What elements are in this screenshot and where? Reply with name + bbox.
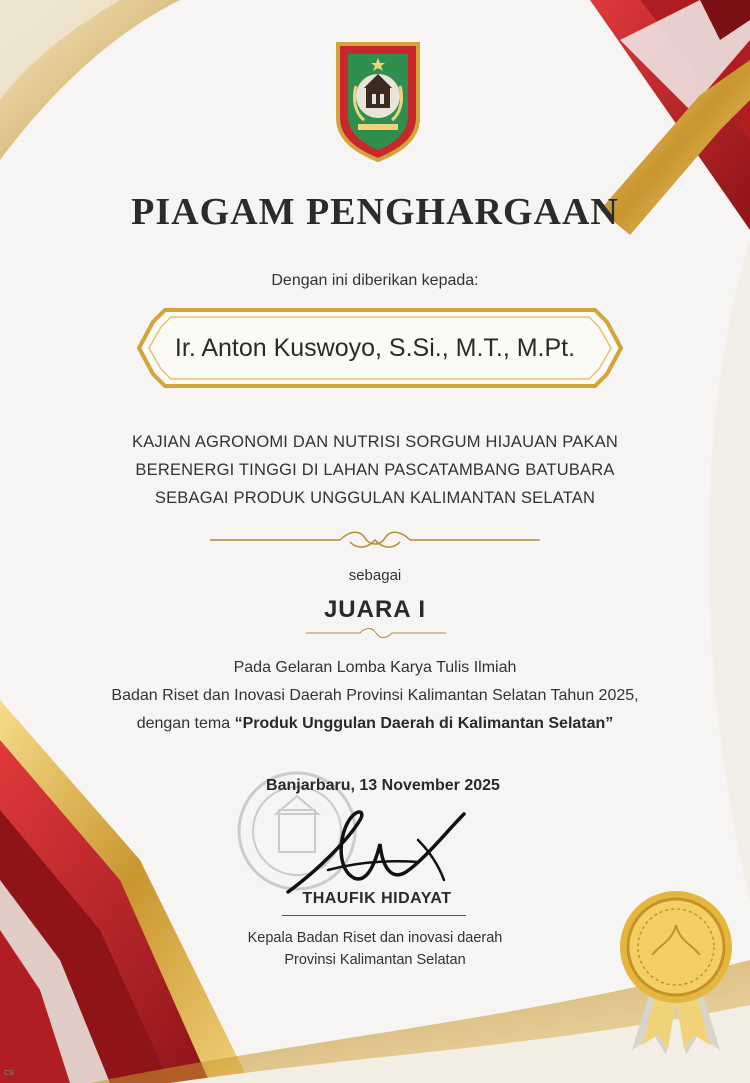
work-title [0,428,750,512]
certificate-title: PIAGAM PENGHARGAAN [131,191,619,233]
signature-underline [282,915,466,916]
recipient-name: Ir. Anton Kuswoyo, S.Si., M.T., M.Pt. [174,334,576,362]
event-line [0,710,750,738]
theme-prefix: dengan tema [136,715,235,732]
award-rank: JUARA I [323,596,427,623]
event-description [0,654,750,738]
scanner-watermark: CS [4,1070,14,1077]
signer-position-line: Provinsi Kalimantan Selatan [284,952,466,968]
signer-position-line: Kepala Badan Riset dan inovasi daerah [247,930,503,946]
as-text: sebagai [348,567,402,584]
work-title-line: KAJIAN AGRONOMI DAN NUTRISI SORGUM HIJAUAN PAKAN [131,433,619,451]
small-ornamental-divider [306,626,446,640]
event-theme: “Produk Unggulan Daerah di Kalimantan Selatan” [234,715,614,732]
event-line: Pada Gelaran Lomba Karya Tulis Ilmiah [233,659,517,676]
gold-medal-icon [612,885,740,1055]
work-title-line: BERENERGI TINGGI DI LAHAN PASCATAMBANG BATUBARA [135,461,615,479]
provincial-coat-of-arms-icon [334,40,422,162]
given-to-text: Dengan ini diberikan kepada: [271,272,479,289]
signer-name: THAUFIK HIDAYAT [302,890,452,907]
handwritten-signature-icon [268,800,498,900]
event-line: Badan Riset dan Inovasi Daerah Provinsi Kalimantan Selatan Tahun 2025, [111,687,639,704]
place-and-date: Banjarbaru, 13 November 2025 [266,777,500,794]
work-title-line: SEBAGAI PRODUK UNGGULAN KALIMANTAN SELATAN [154,489,596,507]
ornamental-divider [210,528,540,552]
